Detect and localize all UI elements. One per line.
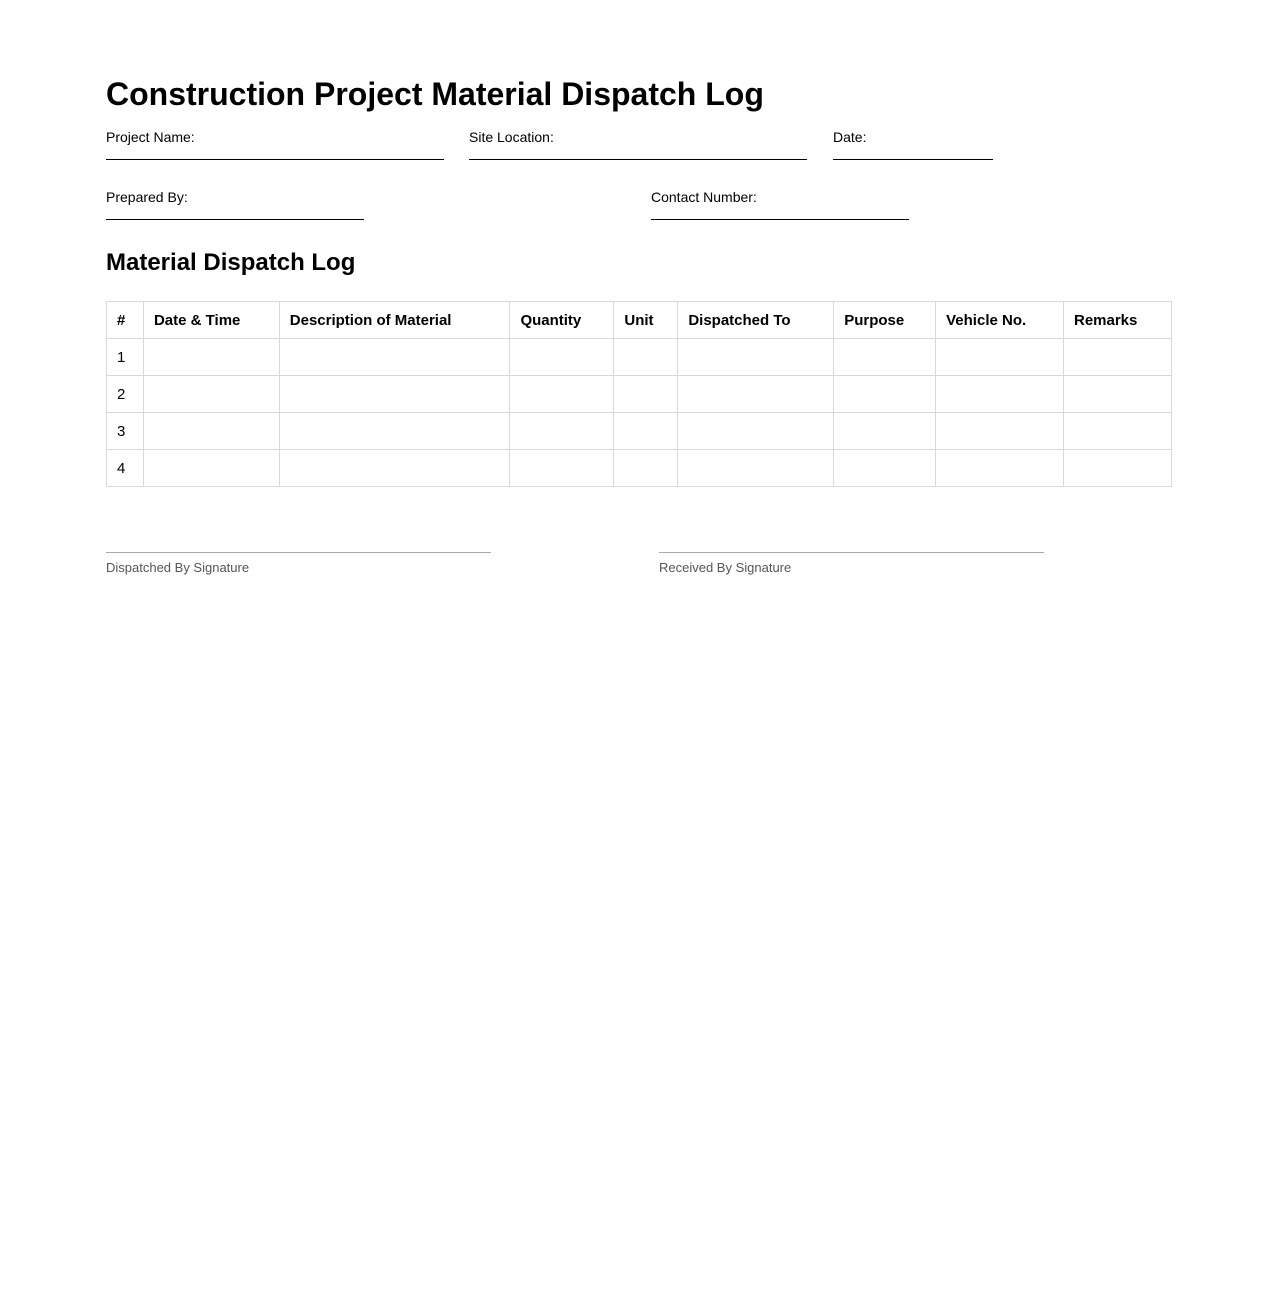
col-header-dispatched-to: Dispatched To (678, 302, 834, 339)
cell-vehicle-no[interactable] (936, 339, 1064, 376)
cell-description[interactable] (279, 339, 510, 376)
col-header-date-time: Date & Time (143, 302, 279, 339)
contact-number-line[interactable] (651, 219, 909, 220)
dispatched-by-signature-line[interactable] (106, 552, 491, 553)
cell-description[interactable] (279, 450, 510, 487)
section-title: Material Dispatch Log (106, 249, 356, 276)
table-row (107, 413, 1172, 450)
received-by-signature-line[interactable] (659, 552, 1044, 553)
prepared-by-line[interactable] (106, 219, 364, 220)
contact-number-field[interactable] (651, 189, 757, 205)
cell-purpose[interactable] (834, 339, 936, 376)
table-row (107, 339, 1172, 376)
col-header-number: # (107, 302, 144, 339)
received-by-signature-label: Received By Signature (659, 560, 792, 575)
table-header-row (107, 302, 1172, 339)
cell-date-time[interactable] (143, 339, 279, 376)
dispatched-by-signature-label: Dispatched By Signature (106, 560, 250, 575)
cell-unit[interactable] (614, 376, 678, 413)
cell-dispatched-to[interactable] (678, 413, 834, 450)
dispatch-table (106, 301, 1172, 487)
col-header-quantity: Quantity (510, 302, 614, 339)
site-location-label: Site Location: (469, 129, 554, 145)
col-header-vehicle-no: Vehicle No. (936, 302, 1064, 339)
cell-description[interactable] (279, 413, 510, 450)
received-by-signature[interactable] (659, 552, 1044, 575)
date-label: Date: (833, 129, 867, 145)
row-number: 4 (107, 450, 144, 487)
cell-dispatched-to[interactable] (678, 376, 834, 413)
project-name-field[interactable] (106, 129, 195, 145)
cell-remarks[interactable] (1063, 376, 1171, 413)
project-name-line[interactable] (106, 159, 444, 160)
col-header-purpose: Purpose (834, 302, 936, 339)
cell-purpose[interactable] (834, 450, 936, 487)
cell-purpose[interactable] (834, 376, 936, 413)
cell-date-time[interactable] (143, 413, 279, 450)
table-row (107, 450, 1172, 487)
table-row (107, 376, 1172, 413)
cell-unit[interactable] (614, 413, 678, 450)
col-header-remarks: Remarks (1063, 302, 1171, 339)
cell-quantity[interactable] (510, 339, 614, 376)
cell-dispatched-to[interactable] (678, 339, 834, 376)
col-header-unit: Unit (614, 302, 678, 339)
cell-date-time[interactable] (143, 450, 279, 487)
cell-remarks[interactable] (1063, 450, 1171, 487)
cell-unit[interactable] (614, 339, 678, 376)
cell-dispatched-to[interactable] (678, 450, 834, 487)
col-header-description: Description of Material (279, 302, 510, 339)
row-number: 2 (107, 376, 144, 413)
project-name-label: Project Name: (106, 129, 195, 145)
document-title: Construction Project Material Dispatch Log (106, 76, 764, 112)
cell-vehicle-no[interactable] (936, 376, 1064, 413)
date-field[interactable] (833, 129, 866, 145)
cell-vehicle-no[interactable] (936, 413, 1064, 450)
cell-description[interactable] (279, 376, 510, 413)
row-number: 1 (107, 339, 144, 376)
date-line[interactable] (833, 159, 993, 160)
prepared-by-field[interactable] (106, 189, 188, 205)
cell-remarks[interactable] (1063, 413, 1171, 450)
cell-unit[interactable] (614, 450, 678, 487)
cell-quantity[interactable] (510, 450, 614, 487)
dispatched-by-signature[interactable] (106, 552, 491, 575)
site-location-field[interactable] (469, 129, 554, 145)
cell-quantity[interactable] (510, 413, 614, 450)
row-number: 3 (107, 413, 144, 450)
site-location-line[interactable] (469, 159, 807, 160)
cell-quantity[interactable] (510, 376, 614, 413)
cell-purpose[interactable] (834, 413, 936, 450)
prepared-by-label: Prepared By: (106, 189, 188, 205)
contact-number-label: Contact Number: (651, 189, 757, 205)
cell-vehicle-no[interactable] (936, 450, 1064, 487)
cell-remarks[interactable] (1063, 339, 1171, 376)
cell-date-time[interactable] (143, 376, 279, 413)
